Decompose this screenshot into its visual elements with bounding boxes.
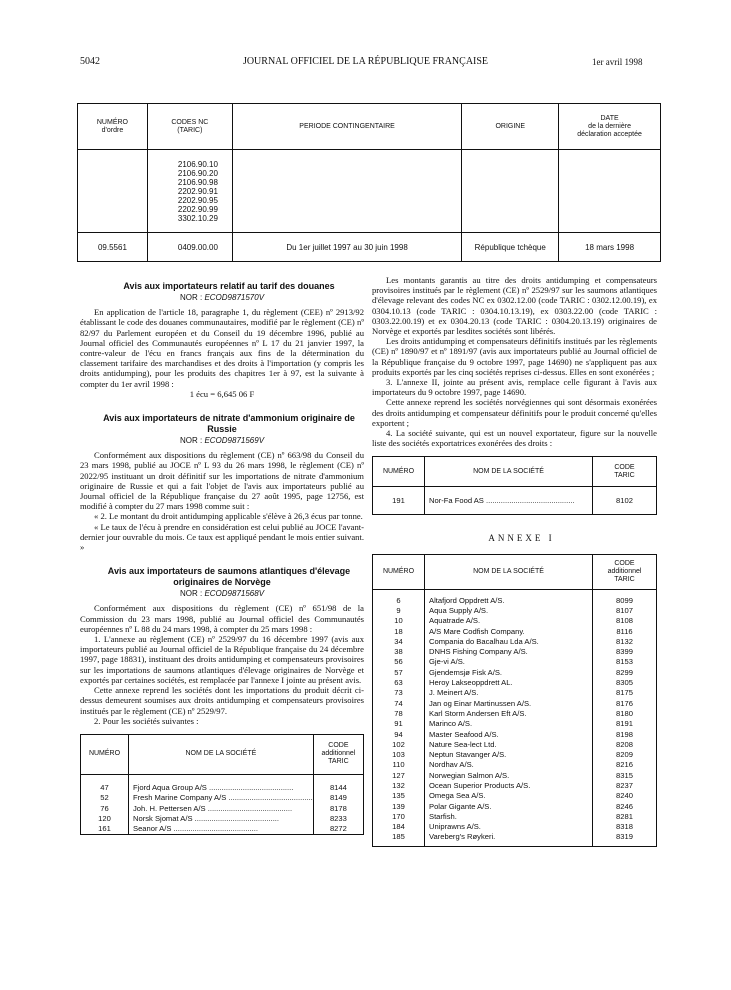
numbers-cell: [81, 774, 129, 834]
table-cell: 8216: [616, 760, 633, 770]
table-cell: 8209: [616, 750, 633, 760]
empty-cell: [462, 150, 559, 233]
table-cell: 191: [373, 487, 425, 515]
col-header-nom: NOM DE LA SOCIÉTÉ: [425, 554, 593, 589]
notice2-paragraph: « 2. Le montant du droit antidumping applicable s'élève à 26,3 écus par tonne.: [94, 511, 363, 522]
table-cell: 135: [392, 791, 405, 801]
col-header-numero: NUMÉRO: [81, 734, 129, 774]
notice3-nor: [80, 589, 364, 599]
table-cell: DNHS Fishing Company A/S.: [429, 647, 528, 657]
notice3-paragraph: 1. L'annexe au règlement (CE) nº 2529/97 du 16 décembre 1997 (avis aux importateurs publié au Journal officiel de la République française du 24 décembre 1997, page 18831), instituant des droits antidumping et compensateurs provisoires sur les importations de saumons atlantiques d'élevage originaires de Norvège et exportés par certaines sociétés, est remplacée par l'annexe I jointe au présent avis.: [80, 634, 364, 685]
notice3-paragraph: Conformément aux dispositions du règlement (CE) nº 651/98 de la Commission du 23 mars 1998, publié au Journal officiel des Communautés européennes nº L 88 du 24 mars 1998, à compter du 25 mars 1998 :: [80, 603, 364, 634]
table-cell: Jan og Einar Martinussen A/S.: [429, 698, 532, 708]
notice1-nor: [80, 293, 364, 303]
numero-cell: 09.5561: [78, 233, 148, 262]
table-cell: 184: [392, 822, 405, 832]
table-cell: 103: [392, 750, 405, 760]
table-cell: 132: [392, 781, 405, 790]
col-header-numero: NUMÉRO: [373, 554, 425, 589]
numbers-cell: [373, 589, 425, 846]
quota-table-header: [78, 104, 661, 150]
table-cell: 8299: [616, 667, 633, 677]
table-cell: Nature Sea-lect Ltd.: [429, 739, 497, 749]
table-cell: 161: [98, 824, 111, 834]
quota-row: [78, 233, 661, 262]
table-cell: 8107: [616, 605, 633, 615]
right-column: [372, 275, 657, 847]
nor-label: NOR :: [179, 293, 203, 302]
table-cell: 8198: [616, 729, 633, 739]
table-cell: 8272: [329, 824, 347, 834]
col-header-code: CODE TARIC: [593, 457, 657, 487]
table-cell: 8116: [616, 626, 633, 636]
notice2-nor: [80, 436, 364, 446]
table-cell: 8208: [616, 739, 633, 749]
table-cell: Neptun Stavanger A/S.: [429, 750, 507, 760]
table-cell: 34: [394, 636, 403, 646]
annex-title: ANNEXE I: [488, 533, 555, 544]
table-cell: 52: [100, 793, 109, 803]
col-header-periode: PERIODE CONTINGENTAIRE: [232, 104, 462, 150]
issue-date: 1er avril 1998: [592, 57, 643, 67]
table-cell: Gjendemsjø Fisk A/S.: [429, 667, 503, 677]
col-header-numero: NUMÉRO d'ordre: [78, 104, 148, 150]
table-cell: 8281: [616, 811, 633, 821]
table-cell: 6: [396, 595, 401, 605]
table-cell: 8237: [616, 781, 633, 790]
codes-cell: [593, 589, 657, 846]
col-header-origine: ORIGINE: [462, 104, 559, 150]
code-item: 3302.10.29: [177, 213, 218, 223]
origine-cell: République tchèque: [462, 233, 559, 262]
table-body: [81, 774, 364, 834]
col-header-date: DATE de la dernière déclaration acceptée: [559, 104, 661, 150]
table-cell: 9: [396, 605, 401, 615]
table-cell: 8176: [616, 698, 633, 708]
notice2-paragraph: Conformément aux dispositions du règlement (CE) nº 663/98 du Conseil du 23 mars 1998, publié au JOCE nº L 93 du 26 mars 1998, le règlement (CE) nº 2022/95 instituant un droit définitif sur les importations de nitrate d'ammonium originaire de Russie et qui a fait l'objet de l'avis aux importateurs publié au Journal officiel de la République française du 27 août 1995, page 12756, est modifié à compter du 27 mars 1998 comme suit :: [80, 450, 364, 512]
date-cell: 18 mars 1998: [559, 233, 661, 262]
table-cell: 56: [394, 657, 403, 667]
notice2-title: Avis aux importateurs de nitrate d'ammonium originaire de Russie: [103, 413, 355, 435]
table-cell: 8149: [329, 793, 347, 803]
journal-title: JOURNAL OFFICIEL DE LA RÉPUBLIQUE FRANÇAISE: [242, 56, 489, 67]
code-cell: 0409.00.00: [147, 233, 232, 262]
table-cell: 139: [392, 801, 405, 811]
left-column: [80, 281, 364, 835]
table-cell: A/S Mare Codfish Company.: [429, 626, 525, 636]
col-header-code: CODE additionnel TARIC: [593, 554, 657, 589]
table-cell: 110: [392, 760, 405, 770]
code-item: 2202.90.91: [177, 186, 218, 196]
table-cell: 185: [392, 832, 405, 842]
table-cell: 8144: [329, 782, 347, 792]
col-header-numero: NUMÉRO: [373, 457, 425, 487]
table-cell: 120: [98, 813, 111, 823]
periode-cell: Du 1er juillet 1997 au 30 juin 1998: [232, 233, 462, 262]
table-cell: Karl Storm Andersen Eft A/S.: [429, 708, 527, 718]
codes-list: [148, 160, 232, 223]
notice2-paragraph: « Le taux de l'écu à prendre en considération est celui publié au JOCE l'avant-dernier jour ouvrable du mois. Ce taux est appliqué pendant le mois entier suivant. »: [80, 521, 364, 553]
companies-table-left: [80, 734, 364, 835]
table-cell: J. Meinert A/S.: [429, 688, 479, 698]
table-cell: Seanor A/S ........................................: [133, 824, 258, 834]
col-header-nom: NOM DE LA SOCIÉTÉ: [425, 457, 593, 487]
table-cell: Aquatrade A/S.: [429, 616, 481, 626]
code-item: 2106.90.10: [177, 159, 218, 169]
right-paragraph: Cette annexe reprend les sociétés norvégiennes qui sont désormais exonérées des droits antidumping et compensateur définitifs pour le produit concerné qu'elles exportent ;: [372, 397, 657, 428]
table-cell: Master Seafood A/S.: [429, 729, 499, 739]
table-cell: 8178: [329, 803, 347, 813]
table-cell: 91: [394, 719, 403, 729]
table-cell: 8191: [616, 719, 633, 729]
ecu-rate: 1 écu = 6,645 06 F: [189, 388, 255, 399]
notice3-title: Avis aux importateurs de saumons atlantiques d'élevage originaires de Norvège: [107, 566, 351, 588]
table-cell: 74: [394, 698, 403, 708]
table-cell: Polar Gigante A/S.: [429, 801, 492, 811]
table-cell: 8315: [616, 770, 633, 780]
names-cell: [425, 589, 593, 846]
table-cell: 170: [392, 811, 405, 821]
table-cell: 8399: [616, 647, 633, 657]
table-cell: Compania do Bacalhau Lda A/S.: [429, 636, 539, 646]
table-cell: Ocean Superior Products A/S.: [429, 781, 531, 790]
table-cell: Uniprawns A/S.: [429, 822, 481, 832]
table-cell: 8246: [616, 801, 633, 811]
nor-code: ECOD9871569V: [204, 436, 265, 446]
table-cell: Nor-Fa Food AS ..........................................: [425, 487, 593, 515]
table-cell: 8318: [616, 822, 633, 832]
table-cell: 8132: [616, 636, 633, 646]
table-cell: Omega Sea A/S.: [429, 791, 486, 801]
codes-cell: [313, 774, 363, 834]
table-cell: Heroy Lakseoppdrett AL.: [429, 678, 513, 688]
codes-cell: [147, 150, 232, 233]
table-cell: 8180: [616, 708, 633, 718]
table-cell: 8233: [329, 813, 347, 823]
table-cell: Gje-vi A/S.: [429, 657, 465, 667]
right-paragraph: Les montants garantis au titre des droits antidumping et compensateurs provisoires institués par le règlement (CE) nº 2529/97 sur les saumons atlantiques d'élevage relevant des codes NC ex 0302.12.00 (code TARIC : 0302.12.00.19), ex 0304.10.13 (code TARIC : 0304.10.13.19), ex 0303.22.00 (code TARIC : 0303.22.00.19) et ex 0304.20.13 (code TARIC : 0304.20.13.19) originaires de Norvège et exportés par lesdites sociétés sont libérés.: [372, 275, 657, 337]
notice1-title: Avis aux importateurs relatif au tarif des douanes: [123, 281, 335, 291]
codes-row: [78, 150, 661, 233]
table-cell: Norwegian Salmon A/S.: [429, 770, 510, 780]
table-cell: 10: [394, 616, 403, 626]
table-cell: 76: [100, 803, 109, 813]
table-cell: Starfish.: [429, 811, 457, 821]
table-cell: 63: [394, 678, 403, 688]
table-cell: 8108: [616, 616, 633, 626]
table-cell: Joh. H. Pettersen A/S ........................................: [133, 803, 293, 813]
table-cell: Fresh Marine Company A/S ........................................: [133, 793, 313, 803]
notice3-paragraph: 2. Pour les sociétés suivantes :: [94, 715, 199, 726]
code-item: 2106.90.98: [177, 177, 218, 187]
table-cell: Vareberg's Røykeri.: [429, 832, 496, 842]
quota-table: [77, 103, 661, 262]
names-cell: [129, 774, 314, 834]
nor-code: ECOD9871568V: [204, 589, 265, 599]
table-cell: 38: [394, 647, 403, 657]
empty-cell: [559, 150, 661, 233]
right-paragraph: Les droits antidumping et compensateurs définitifs institués par les règlements (CE) nº 1890/97 et nº 1891/97 (avis aux importateurs publié au Journal officiel de la République française du 9 octobre 1997, page 14690) ne s'appliquent pas aux produits exportés par les cinq sociétés reprises ci-dessus. Elles en sont exonérées ;: [372, 336, 657, 377]
notice3-paragraph: Cette annexe reprend les sociétés dont les importations du produit décrit ci-dessus demeurent soumises aux droits antidumping et compensateurs provisoires institués par le règlement (CE) nº 2529/97.: [80, 685, 364, 716]
table-cell: 8102: [593, 487, 657, 515]
right-paragraph: 3. L'annexe II, jointe au présent avis, remplace celle figurant à l'avis aux importateurs du 9 octobre 1997, page 14690.: [372, 377, 657, 398]
table-cell: 18: [394, 626, 403, 636]
nor-label: NOR :: [179, 436, 203, 446]
table-cell: 8319: [616, 832, 633, 842]
annex-table: [372, 554, 657, 847]
table-body: [373, 589, 657, 846]
code-item: 2202.90.99: [177, 204, 218, 214]
table-cell: 102: [392, 739, 405, 749]
table-row: [373, 487, 657, 515]
table-cell: Nordhav A/S.: [429, 760, 474, 770]
empty-cell: [232, 150, 462, 233]
table-header: [373, 457, 657, 487]
page-number: 5042: [80, 56, 100, 67]
table-cell: Marinco A/S.: [429, 719, 473, 729]
notice1-paragraph: En application de l'article 18, paragraphe 1, du règlement (CEE) nº 2913/92 établissant le code des douanes communautaires, modifié par le règlement (CE) nº 82/97 du Parlement européen et du Conseil du 19 décembre 1996, publié au Journal officiel des Communautés européennes nº L 17 du 21 janvier 1997, la contre-valeur de l'écu en francs français aux fins de la détermination du classement tarifaire des marchandises et des droits à l'importation (y compris les droits antidumping), pour les produits des chapitres 1er à 97, est la suivante à compter du 1er avril 1998 :: [80, 307, 364, 389]
table-cell: 8240: [616, 791, 633, 801]
code-item: 2202.90.95: [177, 195, 218, 205]
table-header: [81, 734, 364, 774]
table-cell: 78: [394, 708, 403, 718]
right-paragraph: 4. La société suivante, qui est un nouvel exportateur, figure sur la nouvelle liste des sociétés exportatrices exonérées des droits :: [372, 428, 657, 449]
nor-label: NOR :: [179, 589, 203, 599]
table-cell: 94: [394, 729, 403, 739]
empty-cell: [78, 150, 148, 233]
col-header-code: CODE additionnel TARIC: [313, 734, 363, 774]
table-cell: 8305: [616, 678, 633, 688]
table-cell: 8153: [616, 657, 633, 667]
table-cell: Aqua Supply A/S.: [429, 605, 489, 615]
new-exporter-table: [372, 456, 657, 515]
col-header-codes: CODES NC (TARIC): [147, 104, 232, 150]
table-cell: 127: [392, 770, 405, 780]
nor-code: ECOD9871570V: [204, 293, 265, 302]
table-header: [373, 554, 657, 589]
table-cell: Fjord Aqua Group A/S ........................................: [133, 782, 294, 792]
table-cell: Altafjord Oppdrett A/S.: [429, 595, 505, 605]
table-cell: 73: [394, 688, 403, 698]
code-item: 2106.90.20: [177, 168, 218, 178]
table-cell: Norsk Sjomat A/S ........................................: [133, 813, 280, 823]
table-cell: 57: [394, 667, 403, 677]
table-cell: 8099: [616, 595, 633, 605]
col-header-nom: NOM DE LA SOCIÉTÉ: [129, 734, 314, 774]
table-cell: 8175: [616, 688, 633, 698]
table-cell: 47: [100, 782, 109, 792]
